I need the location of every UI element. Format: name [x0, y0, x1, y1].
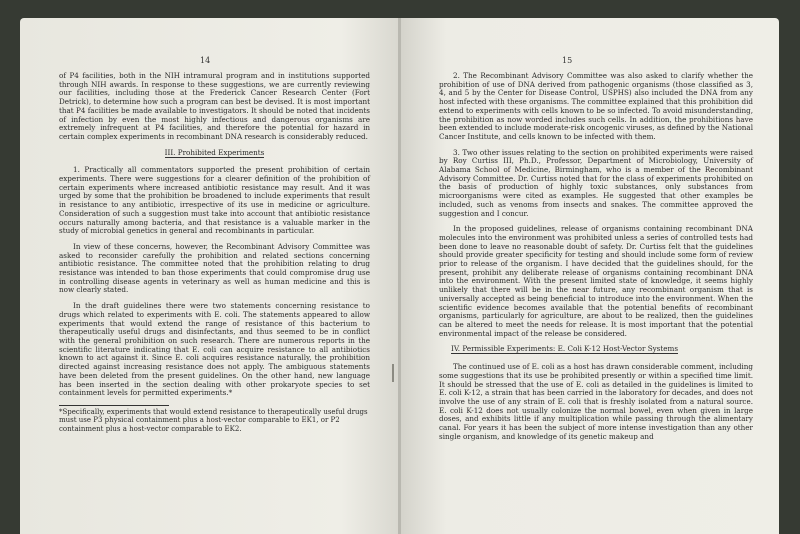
paragraph: 1. Practically all commentators supported the present prohibition of certain experiments. There were suggestions for a clearer definition of the prohibition of certain experiments where increased antibiotic resistance may result. And it was urged by some that the prohibition be broadened to include experiments that result in resistance to any antibiotic, irrespective of its use in medicine or agriculture. Consideration of such a suggestion must take into account that antibiotic resistance occurs naturally among bacteria, and that resistance is a valuable marker in the study of microbial genetics in general and recombinants in particular. — [59, 165, 370, 236]
paragraph: In the draft guidelines there were two statements concerning resistance to drugs which related to experiments with E. coli. The statements appeared to allow experiments that would extend the range of resistance of this bacterium to therapeutically useful drugs and disinfectants, and thus seemed to be in conflict with the general prohibition on such research. There are numerous reports in the scientific literature indicating that E. coli can acquire resistance to all antibiotics known to act against it. Since E. coli acquires resistance naturally, the prohibition directed against increasing resistance does not apply. The ambiguous statements have been deleted from the present guidelines. On the other hand, new language has been inserted in the section dealing with other prokaryote species to set containment levels for permitted experiments.* — [59, 301, 370, 398]
paragraph: In view of these concerns, however, the Recombinant Advisory Committee was asked to reconsider carefully the prohibition and related sections concerning antibiotic resistance. The committee noted that the prohibition relating to drug resistance was intended to ban those experiments that could compromise drug use in controlling disease agents in veterinary as well as human medicine and this is now clearly stated. — [59, 241, 370, 295]
right-page — [401, 18, 779, 534]
paragraph: 2. The Recombinant Advisory Committee was also asked to clarify whether the prohibition of use of DNA derived from pathogenic organisms (those classified as 3, 4, and 5 by the Center for Disease Control, USPHS) also included the DNA from any host infected with these organisms. The committee explained that this prohibition did extend to experiments with cells known to be so infected. To avoid misunderstanding, the prohibition as now worded includes such cells. In addition, the prohibitions have been extended to include moderate-risk oncogenic viruses, as defined by the National Cancer Institute, and cells known to be infected with them. — [439, 71, 753, 141]
left-page — [20, 18, 398, 534]
staple-mark — [392, 364, 394, 382]
paragraph: In the proposed guidelines, release of organisms containing recombinant DNA molecules into the environment was prohibited unless a series of controlled tests had been done to leave no reasonable doubt of safety. Dr. Curtiss felt that the guidelines should provide greater specificity for testing and should include some form of review prior to release of the organism. I have decided that the guidelines should, for the present, prohibit any deliberate release of organisms containing recombinant DNA into the environment. With the present limited state of knowledge, it seems highly unlikely that there will be in the near future, any recombinant organism that is universally accepted as being beneficial to introduce into the environment. When the scientific evidence becomes available that the potential benefits of recombinant organisms, particularly for agriculture, are about to be realized, then the guidelines can be altered to meet the needs for release. It is most important that the potential environmental impact of the release be considered. — [439, 224, 753, 338]
right-page-body — [439, 72, 753, 448]
page-number: 15 — [562, 56, 573, 65]
paragraph: 3. Two other issues relating to the section on prohibited experiments were raised by Roy Curtiss III, Ph.D., Professor, Department of Microbiology, University of Alabama School of Medicine, Birmingham, who is a member of the Recombinant Advisory Committee. Dr. Curtiss noted that for the class of experiments prohibited on the basis of production of highly toxic substances, only substances from microorganisms were cited as examples. He suggested that other examples be included, such as venoms from insects and snakes. The committee approved the suggestion and I concur. — [439, 147, 753, 218]
footnote-divider — [59, 405, 169, 406]
left-page-body — [59, 72, 370, 433]
footnote: *Specifically, experiments that would extend resistance to therapeutically useful drugs must use P3 physical containment plus a host-vector comparable to EK1, or P2 containment plus a host-vector comparable to EK2. — [59, 407, 368, 433]
paragraph: The continued use of E. coli as a host has drawn considerable comment, including some suggestions that its use be prohibited presently or within a specified time limit. It should be stressed that the use of E. coli as detailed in the guidelines is limited to E. coli K-12, a strain that has been carried in the laboratory for decades, and does not involve the use of any strain of E. coli that is freshly isolated from a natural source. E. coli K-12 does not usually colonize the normal bowel, even when given in large doses, and exhibits little if any multiplication while passing through the alimentary canal. For years it has been the subject of more intense investigation than any other single organism, and knowledge of its genetic makeup and — [439, 362, 753, 441]
section-heading: III. Prohibited Experiments — [164, 147, 265, 157]
section-heading: IV. Permissible Experiments: E. Coli K-12 Host-Vector Systems — [451, 344, 679, 354]
paragraph: of P4 facilities, both in the NIH intramural program and in institutions supported through NIH awards. In response to these suggestions, we are currently reviewing our facilities, including those at the Frederick Cancer Research Center (Fort Detrick), to determine how such a program can best be devised. It is most important that P4 facilities be made available to investigators. It should be noted that incidents of infection by even the most highly infectious and dangerous organisms are extremely infrequent at P4 facilities, and therefore the potential for hazard in certain complex experiments in recombinant DNA research is considerably reduced. — [59, 71, 370, 141]
page-number: 14 — [200, 56, 211, 65]
